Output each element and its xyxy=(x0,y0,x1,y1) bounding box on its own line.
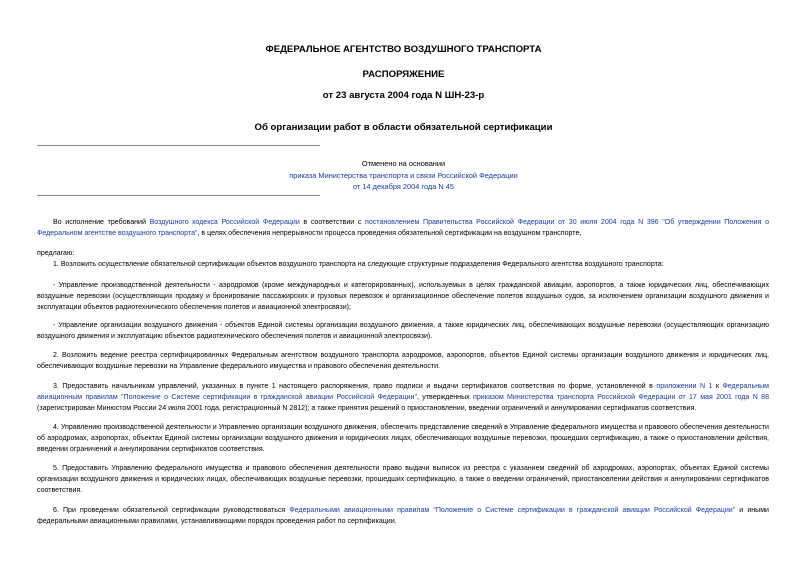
item-1b xyxy=(37,320,769,342)
item-2-text: 2. Возложить ведение реестра сертифицированных Федеральным агентством воздушного транспорта аэродромов, аэропортов, объектов Единой системы организации воздушного движения и юридических лиц, обеспечивающих воздушные перевозки на Управление федерального имущества и правового обеспечения деятельности. xyxy=(37,352,769,371)
item-3 xyxy=(37,381,769,415)
propose-label xyxy=(37,248,769,259)
item-1a xyxy=(37,280,769,314)
item-5 xyxy=(37,463,769,497)
document-date-number: от 23 августа 2004 года N ШН-23-р xyxy=(322,90,485,101)
item-1 xyxy=(37,259,769,270)
item-5-text: 5. Предоставить Управлению федерального имущества и правового обеспечения деятельности право выдачи выписок из реестра с указанием сведений об аэродромах, аэропортах, объектах Единой системы организации воздушного движения и юридических лицах, обеспечивающих воздушные перевозки, прошедших сертификацию, а также о введении ограничений, приостановлении действия и аннулировании сертификатов соответствия. xyxy=(37,465,769,495)
propose-text: предлагаю: xyxy=(37,250,75,257)
cancel-order-link[interactable]: приказа Министерства транспорта и связи Российской Федерации xyxy=(289,171,518,180)
item-6-text: и иными федеральными авиационными правилами, устанавливающими порядок проведения работ по сертификации. xyxy=(37,507,769,526)
item-1-text: 1. Возложить осуществление обязательной сертификации объектов воздушного транспорта на следующие структурные подразделения Федерального агентства воздушного транспорта: xyxy=(53,261,664,268)
document-type: РАСПОРЯЖЕНИЕ xyxy=(362,69,445,80)
item-6 xyxy=(37,505,769,527)
item-6-text: 6. При проведении обязательной сертификации руководствоваться xyxy=(53,507,290,514)
item-3-text: , утвержденных xyxy=(416,394,474,402)
divider-top xyxy=(37,145,320,146)
agency-name: ФЕДЕРАЛЬНОЕ АГЕНТСТВО ВОЗДУШНОГО ТРАНСПОРТА xyxy=(265,44,542,55)
cancel-order-date-link[interactable]: от 14 декабря 2004 года N 45 xyxy=(353,182,454,191)
intro-paragraph xyxy=(37,217,769,239)
document-title: Об организации работ в области обязательной сертификации xyxy=(254,122,553,133)
federal-rules-link[interactable]: Федеральным авиационным правилам "Положение о Системе сертификации в гражданской авиации Российской Федерации" xyxy=(37,383,770,402)
item-4-text: 4. Управлению производственной деятельности и Управлению организации воздушного движения, обеспечить представление сведений в Управление федерального имущества и правового обеспечения деятельности об аэродромах, аэропортах, объектах Единой системы организации воздушного движения и юридических лицах, обеспечивающих воздушные перевозки, прошедших сертификацию, а также о приостановлении действия, введении ограничений и аннулировании сертификатов соответствия. xyxy=(37,424,769,454)
ministry-order-link[interactable]: приказом Министерства транспорта Российской Федерации от 17 мая 2001 года N 88 xyxy=(473,394,769,402)
item-3-text: 3. Предоставить начальникам управлений, указанных в пункте 1 настоящего распоряжения, право подписи и выдачи сертификатов соответствия по форме, установленной в xyxy=(53,383,657,390)
item-3-text: (зарегистрирован Минюстом России 24 июля 2001 года, регистрационный N 2812); а также принятия решений о приостановлении, введении ограничений и аннулировании сертификатов соответствия. xyxy=(37,405,697,413)
item-2 xyxy=(37,350,769,372)
cancel-note-link-date[interactable] xyxy=(0,181,807,193)
intro-text: в соответствии с xyxy=(299,219,366,226)
item-4 xyxy=(37,422,769,456)
item-3-text: к xyxy=(712,383,723,390)
air-code-link[interactable]: Воздушного кодекса Российской Федерации xyxy=(149,219,300,226)
federal-rules-link-2[interactable]: Федеральными авиационными правилам "Положение о Системе сертификации в гражданской авиации Российской Федерации" xyxy=(289,507,736,514)
cancel-note-line1: Отменено на основании xyxy=(361,159,446,168)
item-1b-text: - Управление организации воздушного движения - объектов Единой системы организации воздушного движения, а также юридических лиц, обеспечивающих воздушные перевозки (осуществляющих организацию воздушного движения и эксплуатацию объектов радиотехнического обеспечения полетов и авиационной электросвязи). xyxy=(37,322,769,341)
item-1a-text: - Управление производственной деятельности - аэродромов (кроме международных и категорированных), используемых в целях гражданской авиации, аэропортов, а также юридических лиц, обеспечивающих воздушные перевозки (осуществляющих продажу и бронирование пассажирских и грузовых перевозок и организационное обеспечение полетов воздушных судов, за исключением организации воздушного движения и эксплуатации объектов радиотехнического обеспечения полетов и авиационной электросвязи); xyxy=(37,282,769,312)
divider-bottom xyxy=(37,195,320,196)
intro-text: Во исполнение требований xyxy=(53,219,150,226)
government-decree-link[interactable]: постановлением Правительства Российской Федерации от 30 июля 2004 года N 396 "Об утверждении Положения о Федеральном агентстве воздушного транспорта" xyxy=(37,219,769,238)
intro-text: , в целях обеспечения непрерывности процесса проведения обязательной сертификации на воздушном транспорте, xyxy=(197,230,582,238)
appendix-1-link[interactable]: приложении N 1 xyxy=(656,383,713,390)
